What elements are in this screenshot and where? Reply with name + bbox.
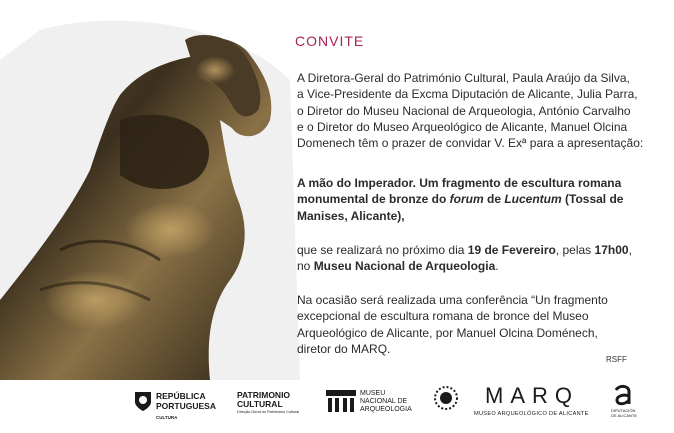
text-line: Arqueológico de Alicante, por Manuel Olcina Doménech, xyxy=(297,325,598,340)
presentation-title-paragraph xyxy=(297,175,659,224)
text-line: o Diretor do Museu Nacional de Arqueologia, António Carvalho xyxy=(297,103,631,118)
text-line: diretor do MARQ. xyxy=(297,341,391,356)
text-line: a Vice-Presidente da Excma Diputación de Alicante, Julia Parra, xyxy=(297,87,638,102)
conference-paragraph xyxy=(297,292,659,357)
text-line: no Museu Nacional de Arqueologia. xyxy=(297,259,499,274)
diputacion-emblem-icon xyxy=(613,384,633,406)
event-place: Museu Nacional de Arqueologia xyxy=(313,259,496,274)
text-line: Domenech têm o prazer de convidar V. Exª para a apresentação: xyxy=(297,136,644,151)
museo-europeo-emblem-icon xyxy=(433,385,459,411)
patrimonio-cultural-logo: PATRIMONIO CULTURAL Direção-Geral do Património Cultural xyxy=(237,390,300,414)
invitation-title: CONVITE xyxy=(295,33,365,49)
text-line: monumental de bronze do forum de Lucentum (Tossal de xyxy=(297,192,624,207)
invitation-hosts-paragraph xyxy=(297,70,659,151)
republica-emblem-icon xyxy=(133,390,153,412)
text-line: excepcional de escultura romana de bronce del Museo xyxy=(297,309,589,324)
event-time: 17h00 xyxy=(594,243,629,257)
rsff-note: RSFF xyxy=(606,355,627,364)
bronze-hand-sculpture-image xyxy=(0,0,300,380)
event-date: 19 de Fevereiro xyxy=(467,243,556,257)
text-line: A mão do Imperador. Um fragmento de escultura romana xyxy=(297,176,622,190)
text-line: Na ocasião será realizada uma conferência “Un fragmento xyxy=(297,293,608,307)
text-line: A Diretora-Geral do Património Cultural, Paula Araújo da Silva, xyxy=(297,71,630,85)
text-line: que se realizará no próximo dia 19 de Fevereiro, pelas 17h00, xyxy=(297,243,632,257)
sponsor-logos-bar: REPÚBLICA PORTUGUESA CULTURA PATRIMONIO CULTURAL Direção-Geral do Património Cultural MUSEU NACIONAL DE ARQUEOLOGIA MARQ MUSEO ARQUEOLÓGICO DE ALICANTE DIPUTACIÓN DE ALICANTE xyxy=(0,380,674,433)
date-location-paragraph xyxy=(297,242,659,275)
temple-icon xyxy=(326,390,356,414)
text-line: e o Diretor do Museo Arqueológico de Alicante, Manuel Olcina xyxy=(297,119,628,134)
text-line: Manises, Alicante), xyxy=(297,208,405,223)
